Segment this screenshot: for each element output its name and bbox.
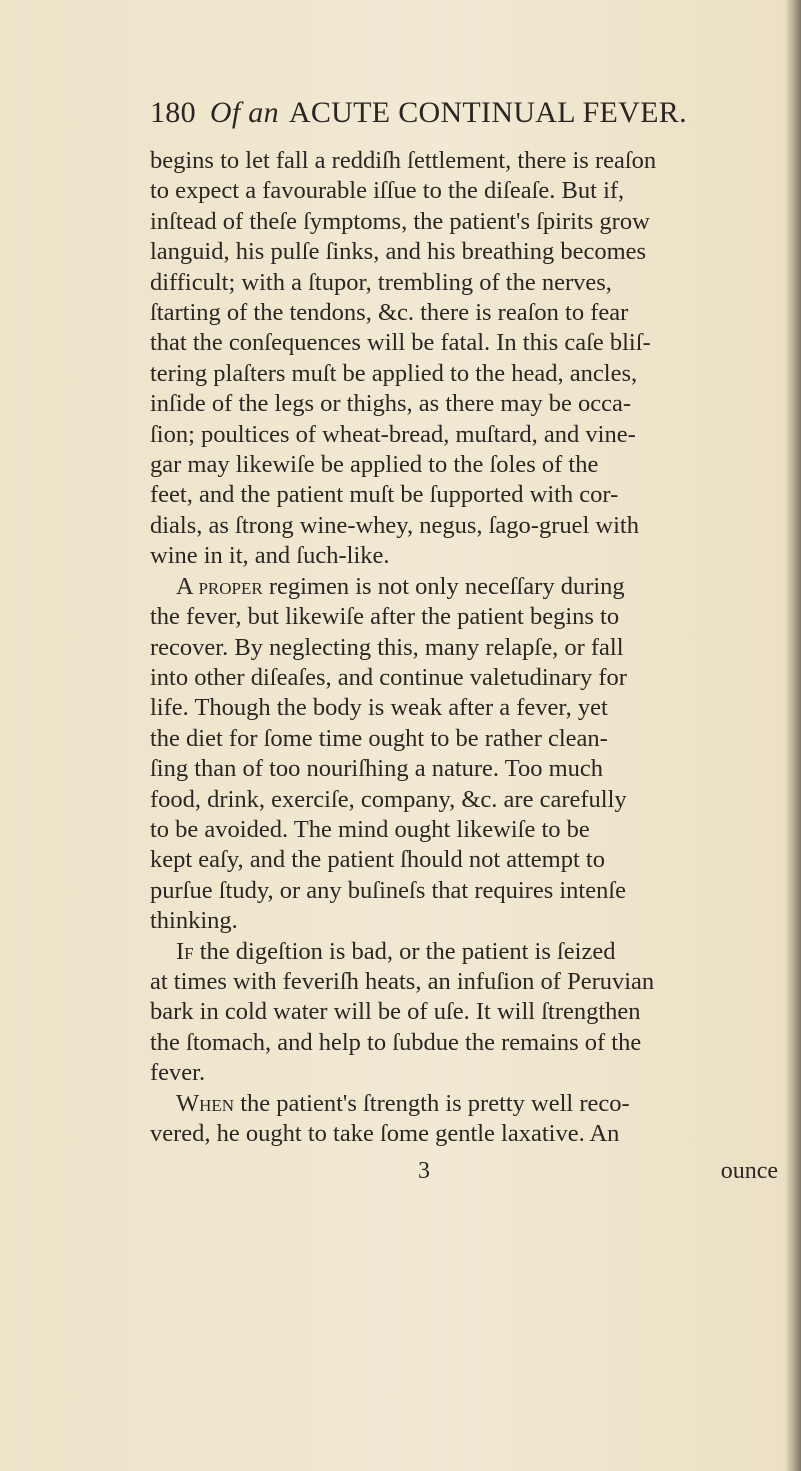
text-line: fever. (150, 1059, 206, 1087)
header-title: ACUTE CONTINUAL FEVER. (288, 96, 687, 129)
paragraph-lead: If (176, 937, 194, 965)
signature-mark: 3 (418, 1158, 430, 1184)
text-line: dials, as ſtrong wine-whey, negus, ſago-gruel with (150, 511, 639, 539)
text-line: life. Though the body is weak after a fever, yet (150, 694, 608, 722)
text-line: the fever, but likewiſe after the patient begins to (150, 603, 620, 631)
text-line: that the conſequences will be fatal. In this caſe bliſ- (150, 329, 651, 357)
text-line: tering plaſters muſt be applied to the head, ancles, (150, 359, 638, 387)
paragraph-1 (150, 146, 778, 572)
text-line: languid, his pulſe ſinks, and his breathing becomes (150, 238, 647, 266)
body-text (150, 146, 778, 1149)
text-line: difficult; with a ſtupor, trembling of the nerves, (150, 268, 612, 296)
text-line: the ſtomach, and help to ſubdue the remains of the (150, 1028, 642, 1056)
page-edge-shadow (785, 0, 801, 1471)
text-line: to expect a favourable iſſue to the diſeaſe. But if, (150, 177, 625, 205)
text-line: vered, he ought to take ſome gentle laxative. An (150, 1120, 620, 1147)
page-number: 180 (150, 96, 196, 129)
text-line: thinking. (150, 907, 238, 935)
text-line: to be avoided. The mind ought likewiſe to be (150, 815, 590, 843)
header-prefix: Of an (209, 96, 279, 129)
text-line: ſtarting of the tendons, &c. there is reaſon to fear (150, 299, 629, 327)
text-line-rest: the patient's ſtrength is pretty well reco- (234, 1089, 630, 1117)
text-line (150, 572, 778, 602)
text-line: begins to let fall a reddiſh ſettlement, there is reaſon (150, 147, 657, 174)
running-header (150, 96, 687, 130)
text-line: wine in it, and ſuch-like. (150, 542, 390, 570)
text-line: bark in cold water will be of uſe. It will ſtrengthen (150, 998, 641, 1026)
text-line: food, drink, exerciſe, company, &c. are carefully (150, 785, 627, 813)
paragraph-3 (150, 937, 778, 1089)
text-line: inſide of the legs or thighs, as there may be occa- (150, 390, 631, 418)
text-line: at times with feveriſh heats, an infuſion of Peruvian (150, 967, 655, 995)
text-line: the diet for ſome time ought to be rather clean- (150, 724, 608, 752)
text-line (150, 1089, 778, 1119)
page-footer (150, 1158, 778, 1192)
text-line: purſue ſtudy, or any buſineſs that requires intenſe (150, 876, 627, 904)
text-line: recover. By neglecting this, many relapſe, or fall (150, 633, 624, 661)
text-line: ſing than of too nouriſhing a nature. Too much (150, 755, 604, 783)
text-line-rest: the digeſtion is bad, or the patient is ſeized (193, 937, 616, 965)
paragraph-2 (150, 572, 778, 937)
paragraph-4 (150, 1089, 778, 1150)
catchword: ounce (720, 1158, 778, 1184)
text-line: feet, and the patient muſt be ſupported with cor- (150, 481, 619, 509)
text-line: gar may likewiſe be applied to the ſoles of the (150, 451, 599, 479)
text-line: into other diſeaſes, and continue valetudinary for (150, 663, 627, 691)
paragraph-lead: A proper (176, 572, 263, 600)
text-line-rest: regimen is not only neceſſary during (262, 572, 625, 600)
text-line (150, 937, 778, 967)
paragraph-lead: When (176, 1089, 235, 1117)
text-line: kept eaſy, and the patient ſhould not attempt to (150, 846, 605, 874)
text-line: inſtead of theſe ſymptoms, the patient's ſpirits grow (150, 207, 650, 235)
text-line: ſion; poultices of wheat-bread, muſtard, and vine- (150, 420, 636, 448)
